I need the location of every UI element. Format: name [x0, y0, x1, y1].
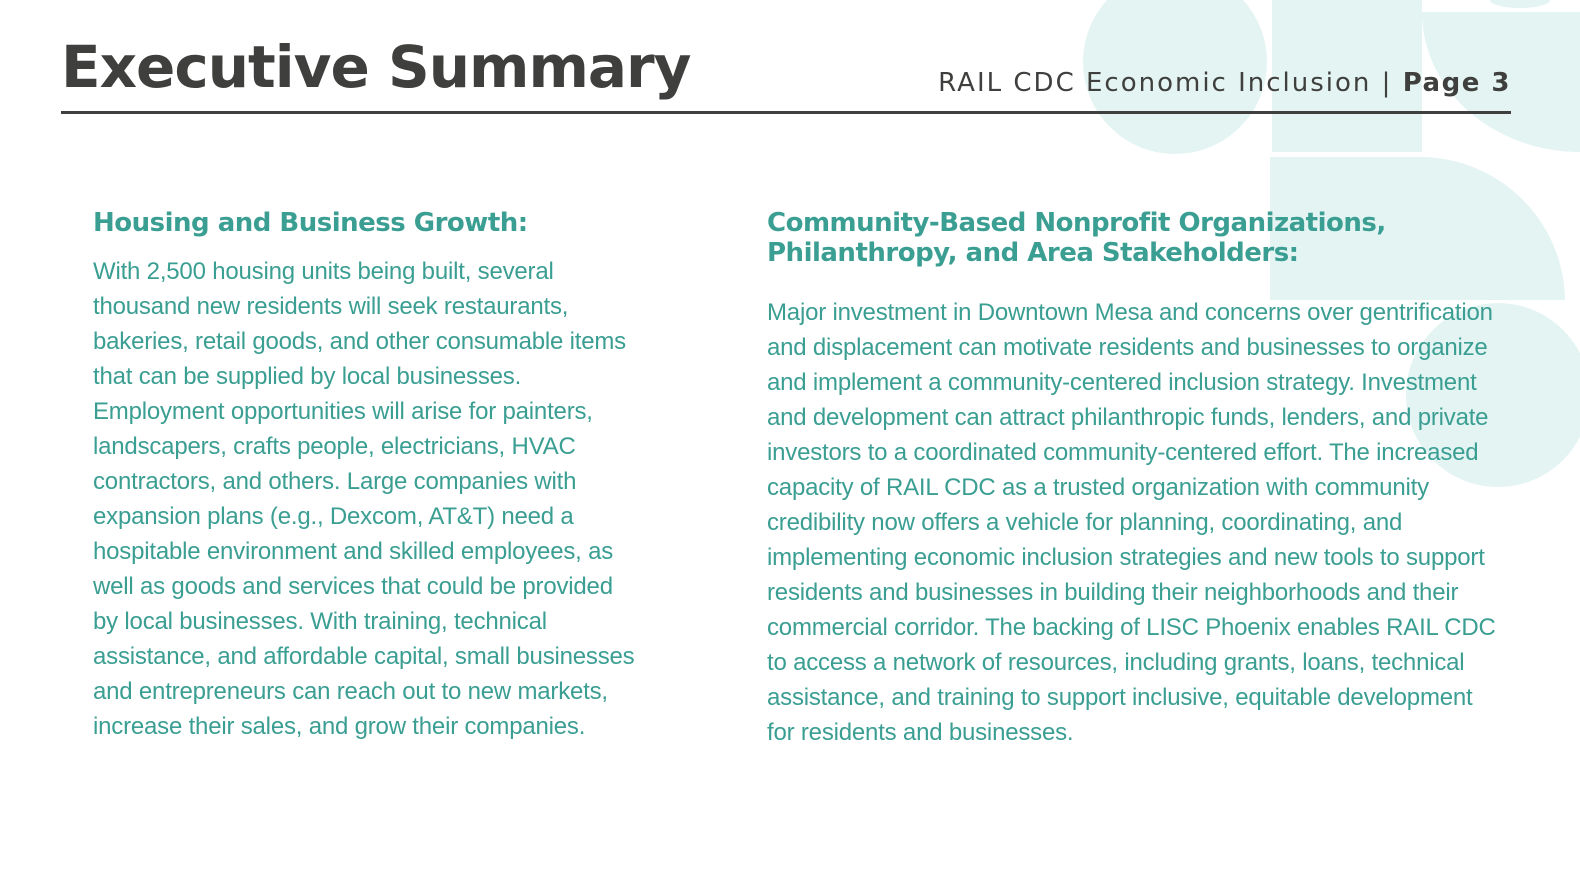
- housing-business-section: [93, 208, 638, 744]
- header-divider: [61, 111, 1511, 114]
- section-heading: Housing and Business Growth:: [93, 208, 528, 238]
- section-body: Major investment in Downtown Mesa and concerns over gentrification and displacement can motivate residents and businesses to organize and implement a community-centered inclusion strategy. Investment and development can attract philanthropic funds, lenders, and private investors to a coordinated community-centered effort. The increased capacity of RAIL CDC as a trusted organization with community credibility now offers a vehicle for planning, coordinating, and implementing economic inclusion strategies and new tools to support residents and businesses in building their neighborhoods and their commercial corridor. The backing of LISC Phoenix enables RAIL CDC to access a network of resources, including grants, loans, technical assistance, and training to support inclusive, equitable development for residents and businesses.: [767, 299, 1496, 746]
- page-header: [61, 30, 1511, 114]
- community-stakeholders-section: [767, 208, 1497, 750]
- document-subtitle: [938, 70, 1511, 96]
- page-number: Page 3: [1402, 68, 1511, 98]
- section-body: With 2,500 housing units being built, several thousand new residents will seek restaurants, bakeries, retail goods, and other consumable items that can be supplied by local businesses. Employment opportunities will arise for painters, landscapers, crafts people, electricians, HVAC contractors, and others. Large companies with expansion plans (e.g., Dexcom, AT&T) need a hospitable environment and skilled employees, as well as goods and services that could be provided by local businesses. With training, technical assistance, and affordable capital, small businesses and entrepreneurs can reach out to new markets, increase their sales, and grow their companies.: [93, 258, 635, 740]
- report-name: RAIL CDC Economic Inclusion |: [938, 68, 1403, 98]
- section-heading: Community-Based Nonprofit Organizations, Philanthropy, and Area Stakeholders:: [767, 208, 1386, 268]
- decor-arc-top: [1490, 0, 1550, 8]
- page-title: Executive Summary: [61, 33, 691, 101]
